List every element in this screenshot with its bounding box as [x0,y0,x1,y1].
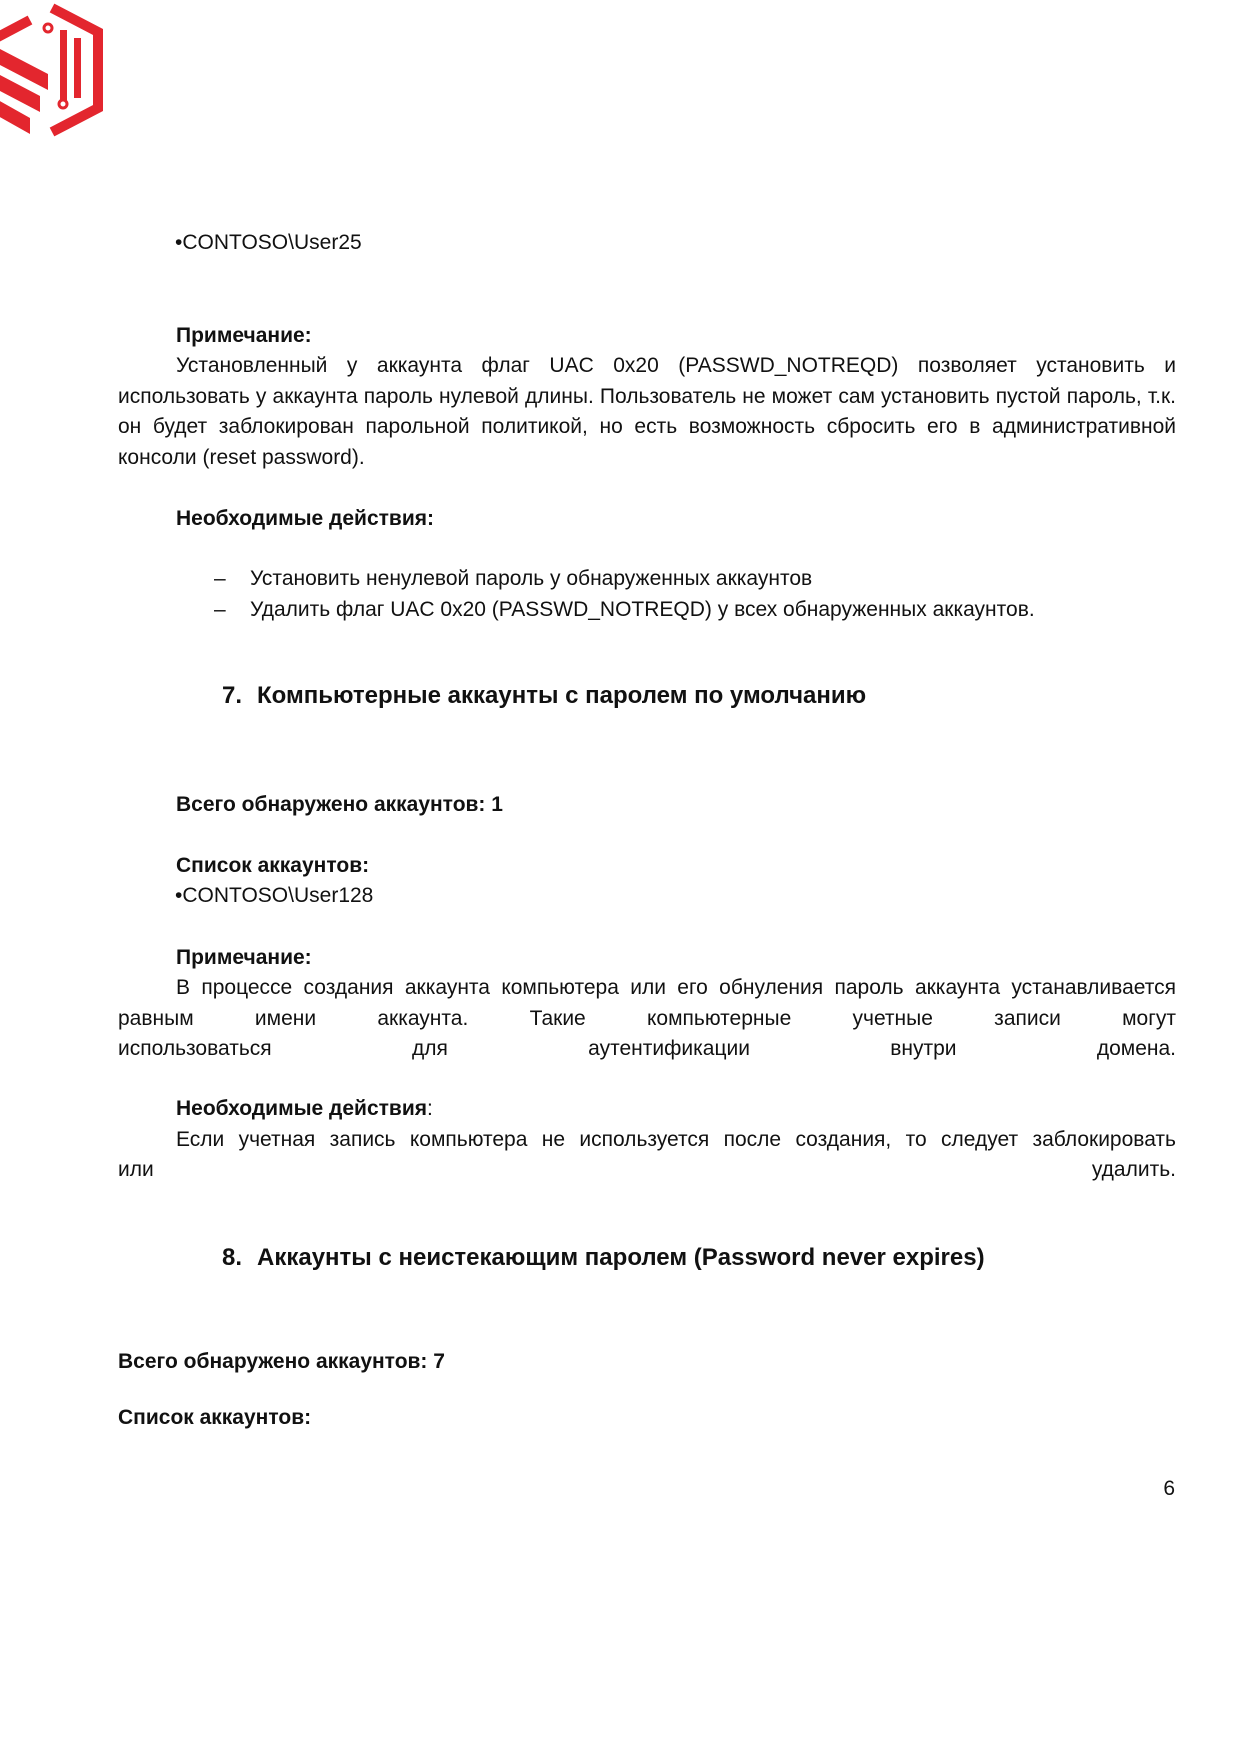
dash-marker: – [214,567,226,590]
note-paragraph: Установленный у аккаунта флаг UAC 0x20 (PASSWD_NOTREQD) позволяет установить и использовать у аккаунта пароль нулевой длины. Пользователь не может сам установить пустой пароль, т.к. он будет заблокирован парольной политикой, но есть возможность сбросить его в административной консоли (reset password). [118,354,1176,469]
actions-paragraph: Если учетная запись компьютера не используется после создания, то следует заблокировать [176,1128,1176,1151]
actions-paragraph-last-line: или удалить. [118,1158,1176,1181]
account-list-item: •CONTOSO\User128 [175,884,374,907]
total-accounts: Всего обнаружено аккаунтов: 1 [176,793,503,816]
dash-marker: – [214,598,226,621]
note-label: Примечание: [176,946,312,969]
total-accounts: Всего обнаружено аккаунтов: 7 [118,1350,445,1373]
list-label: Список аккаунтов: [176,854,370,877]
account-list-item: •CONTOSO\User25 [175,231,362,254]
company-logo [0,0,104,140]
action-item: – Удалить флаг UAC 0x20 (PASSWD_NOTREQD) у всех обнаруженных аккаунтов. [250,595,1035,625]
note-label: Примечание: [176,324,312,347]
action-item: – Установить ненулевой пароль у обнаруженных аккаунтов [250,564,812,594]
actions-label: Необходимые действия: [176,507,434,530]
page-number: 6 [1163,1477,1175,1500]
list-label: Список аккаунтов: [118,1406,312,1429]
actions-label: Необходимые действия: [176,1097,433,1120]
section-heading: 8. Аккаунты с неистекающим паролем (Password never expires) [222,1244,985,1271]
note-paragraph-last-line: использоваться для аутентификации внутри домена. [118,1037,1176,1060]
note-paragraph: В процессе создания аккаунта компьютера или его обнуления пароль аккаунта устанавливается равным имени аккаунта. Такие компьютерные учетные записи могут [118,976,1176,1030]
section-heading: 7. Компьютерные аккаунты с паролем по умолчанию [222,682,867,709]
